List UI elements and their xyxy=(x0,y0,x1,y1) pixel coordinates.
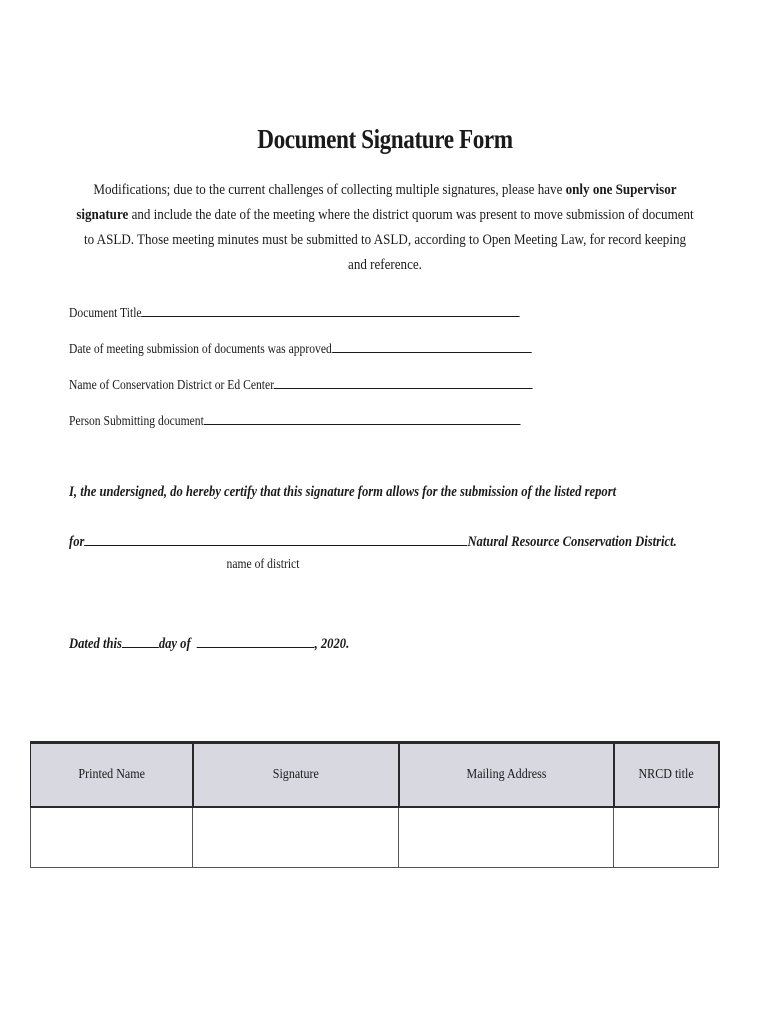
header-nrcd-title: NRCD title xyxy=(614,743,719,808)
person-submitting-label: Person Submitting document xyxy=(69,413,204,428)
certification-statement: I, the undersigned, do hereby certify that this signature form allows for the submission of the listed report xyxy=(69,484,617,500)
page-title: Document Signature Form xyxy=(257,124,513,154)
district-name-label: Name of Conservation District or Ed Center xyxy=(69,377,275,392)
district-input-line[interactable] xyxy=(84,531,467,546)
header-mailing-address: Mailing Address xyxy=(399,743,614,808)
certification-for-line xyxy=(69,531,677,551)
meeting-date-input-line[interactable] xyxy=(332,339,532,353)
year-label: , 2020. xyxy=(314,636,350,652)
for-label: for xyxy=(69,534,85,550)
person-submitting-input-line[interactable] xyxy=(204,411,520,425)
district-suffix-label: Natural Resource Conservation District. xyxy=(467,534,677,550)
document-title-input-line[interactable] xyxy=(142,303,520,317)
signature-table-header-row xyxy=(31,743,719,808)
header-printed-name: Printed Name xyxy=(31,743,193,808)
person-submitting-field xyxy=(69,411,520,429)
document-title-field xyxy=(69,303,520,321)
table-row xyxy=(31,807,719,868)
meeting-date-label: Date of meeting submission of documents was approved xyxy=(69,341,332,356)
district-caption: name of district xyxy=(226,556,300,571)
mailing-address-cell[interactable] xyxy=(399,807,614,868)
header-signature: Signature xyxy=(193,743,399,808)
meeting-date-field xyxy=(69,339,531,357)
dated-line xyxy=(69,633,349,653)
signature-table xyxy=(30,741,720,868)
intro-text-part1: Modifications; due to the current challenges of collecting multiple signatures, please have xyxy=(93,182,566,198)
signature-cell[interactable] xyxy=(193,807,399,868)
intro-text-part2: and include the date of the meeting where the district quorum was present to move submission of document to ASLD. Those meeting minutes must be submitted to ASLD, according to Open Meeting Law, for record keeping and reference. xyxy=(83,207,694,273)
dated-this-label: Dated this xyxy=(69,636,122,652)
nrcd-title-cell[interactable] xyxy=(614,807,719,868)
district-name-field xyxy=(69,375,533,393)
month-input-line[interactable] xyxy=(197,633,315,648)
district-name-input-line[interactable] xyxy=(274,375,533,389)
document-title-label: Document Title xyxy=(69,305,142,320)
intro-paragraph xyxy=(75,178,696,278)
day-input-line[interactable] xyxy=(122,633,159,648)
intro-text-emphasis: only one Supervisor signature xyxy=(76,182,677,223)
printed-name-cell[interactable] xyxy=(31,807,193,868)
day-of-label: day of xyxy=(158,636,191,652)
